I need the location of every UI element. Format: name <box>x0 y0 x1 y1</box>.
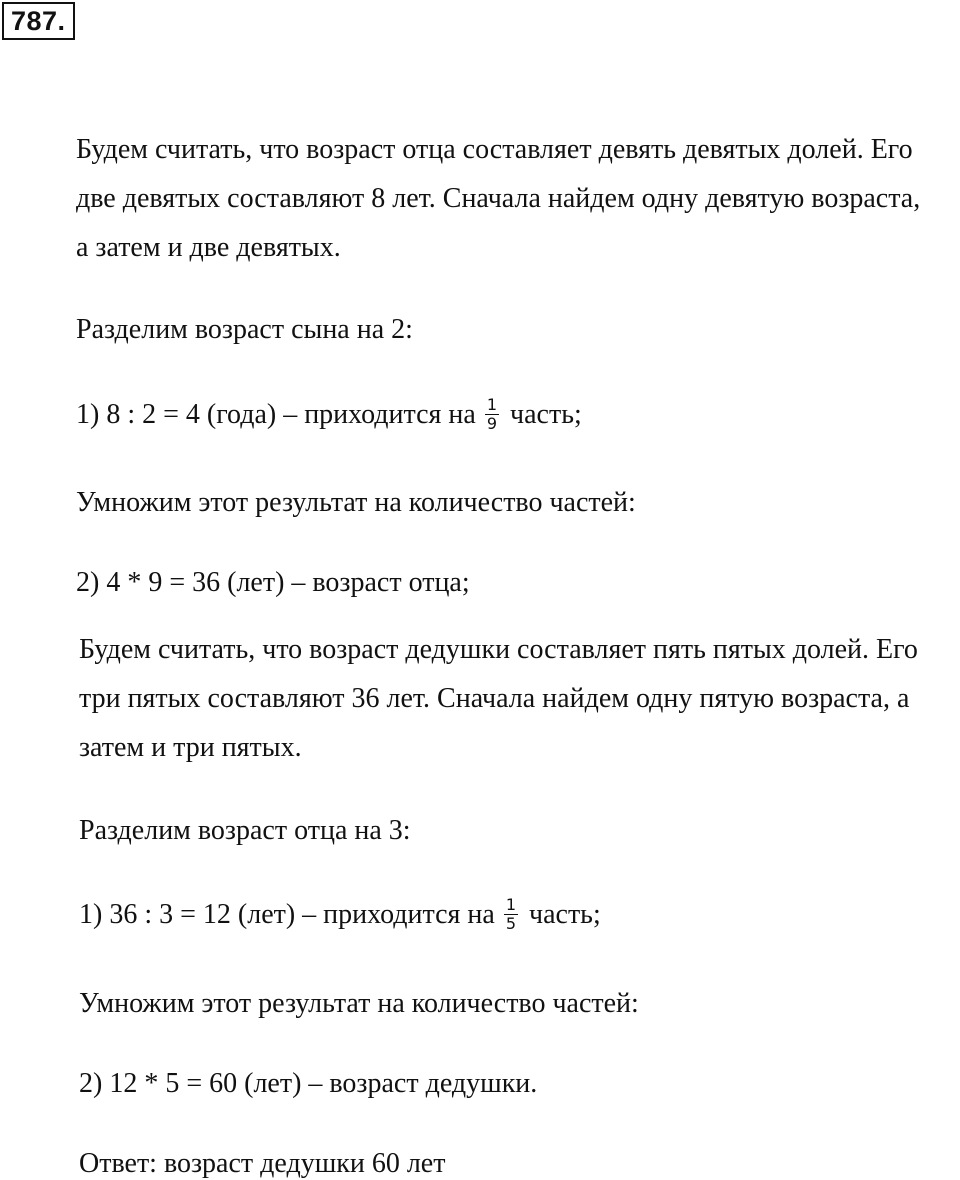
part2-step1-suffix: часть; <box>529 898 601 930</box>
part2-step1-text: 1) 36 : 3 = 12 (лет) – приходится на <box>79 898 495 930</box>
one-fifth-fraction <box>504 896 518 933</box>
fraction-numerator: 1 <box>486 395 498 414</box>
part2-step2: 2) 12 * 5 = 60 (лет) – возраст дедушки. <box>79 1068 538 1099</box>
part2-step1 <box>79 895 601 935</box>
part1-paragraph-line-1: Будем считать, что возраст отца составляет девять девятых долей. Его <box>76 134 913 165</box>
problem-number: 787. <box>2 2 75 40</box>
part1-paragraph-line-3: а затем и две девятых. <box>76 232 341 263</box>
part1-step1-suffix: часть; <box>510 398 582 430</box>
part1-multiply-text: Умножим этот результат на количество частей: <box>76 487 636 518</box>
fraction-denominator: 5 <box>505 914 516 933</box>
part2-multiply-text: Умножим этот результат на количество частей: <box>79 988 639 1019</box>
part1-step1-text: 1) 8 : 2 = 4 (года) – приходится на <box>76 398 476 430</box>
part1-step1 <box>76 395 582 435</box>
part1-paragraph-line-2: две девятых составляют 8 лет. Сначала найдем одну девятую возраста, <box>76 183 921 214</box>
part2-paragraph-line-3: затем и три пятых. <box>79 732 302 763</box>
one-ninth-fraction <box>485 396 499 433</box>
fraction-denominator: 9 <box>486 414 498 433</box>
part2-paragraph-line-2: три пятых составляют 36 лет. Сначала найдем одну пятую возраста, а <box>79 683 910 714</box>
part1-step2: 2) 4 * 9 = 36 (лет) – возраст отца; <box>76 567 470 598</box>
answer-text: Ответ: возраст дедушки 60 лет <box>79 1148 446 1179</box>
fraction-numerator: 1 <box>505 895 516 914</box>
part2-divide-text: Разделим возраст отца на 3: <box>79 815 411 846</box>
part1-divide-text: Разделим возраст сына на 2: <box>76 314 413 345</box>
part2-paragraph-line-1: Будем считать, что возраст дедушки составляет пять пятых долей. Его <box>79 634 918 665</box>
